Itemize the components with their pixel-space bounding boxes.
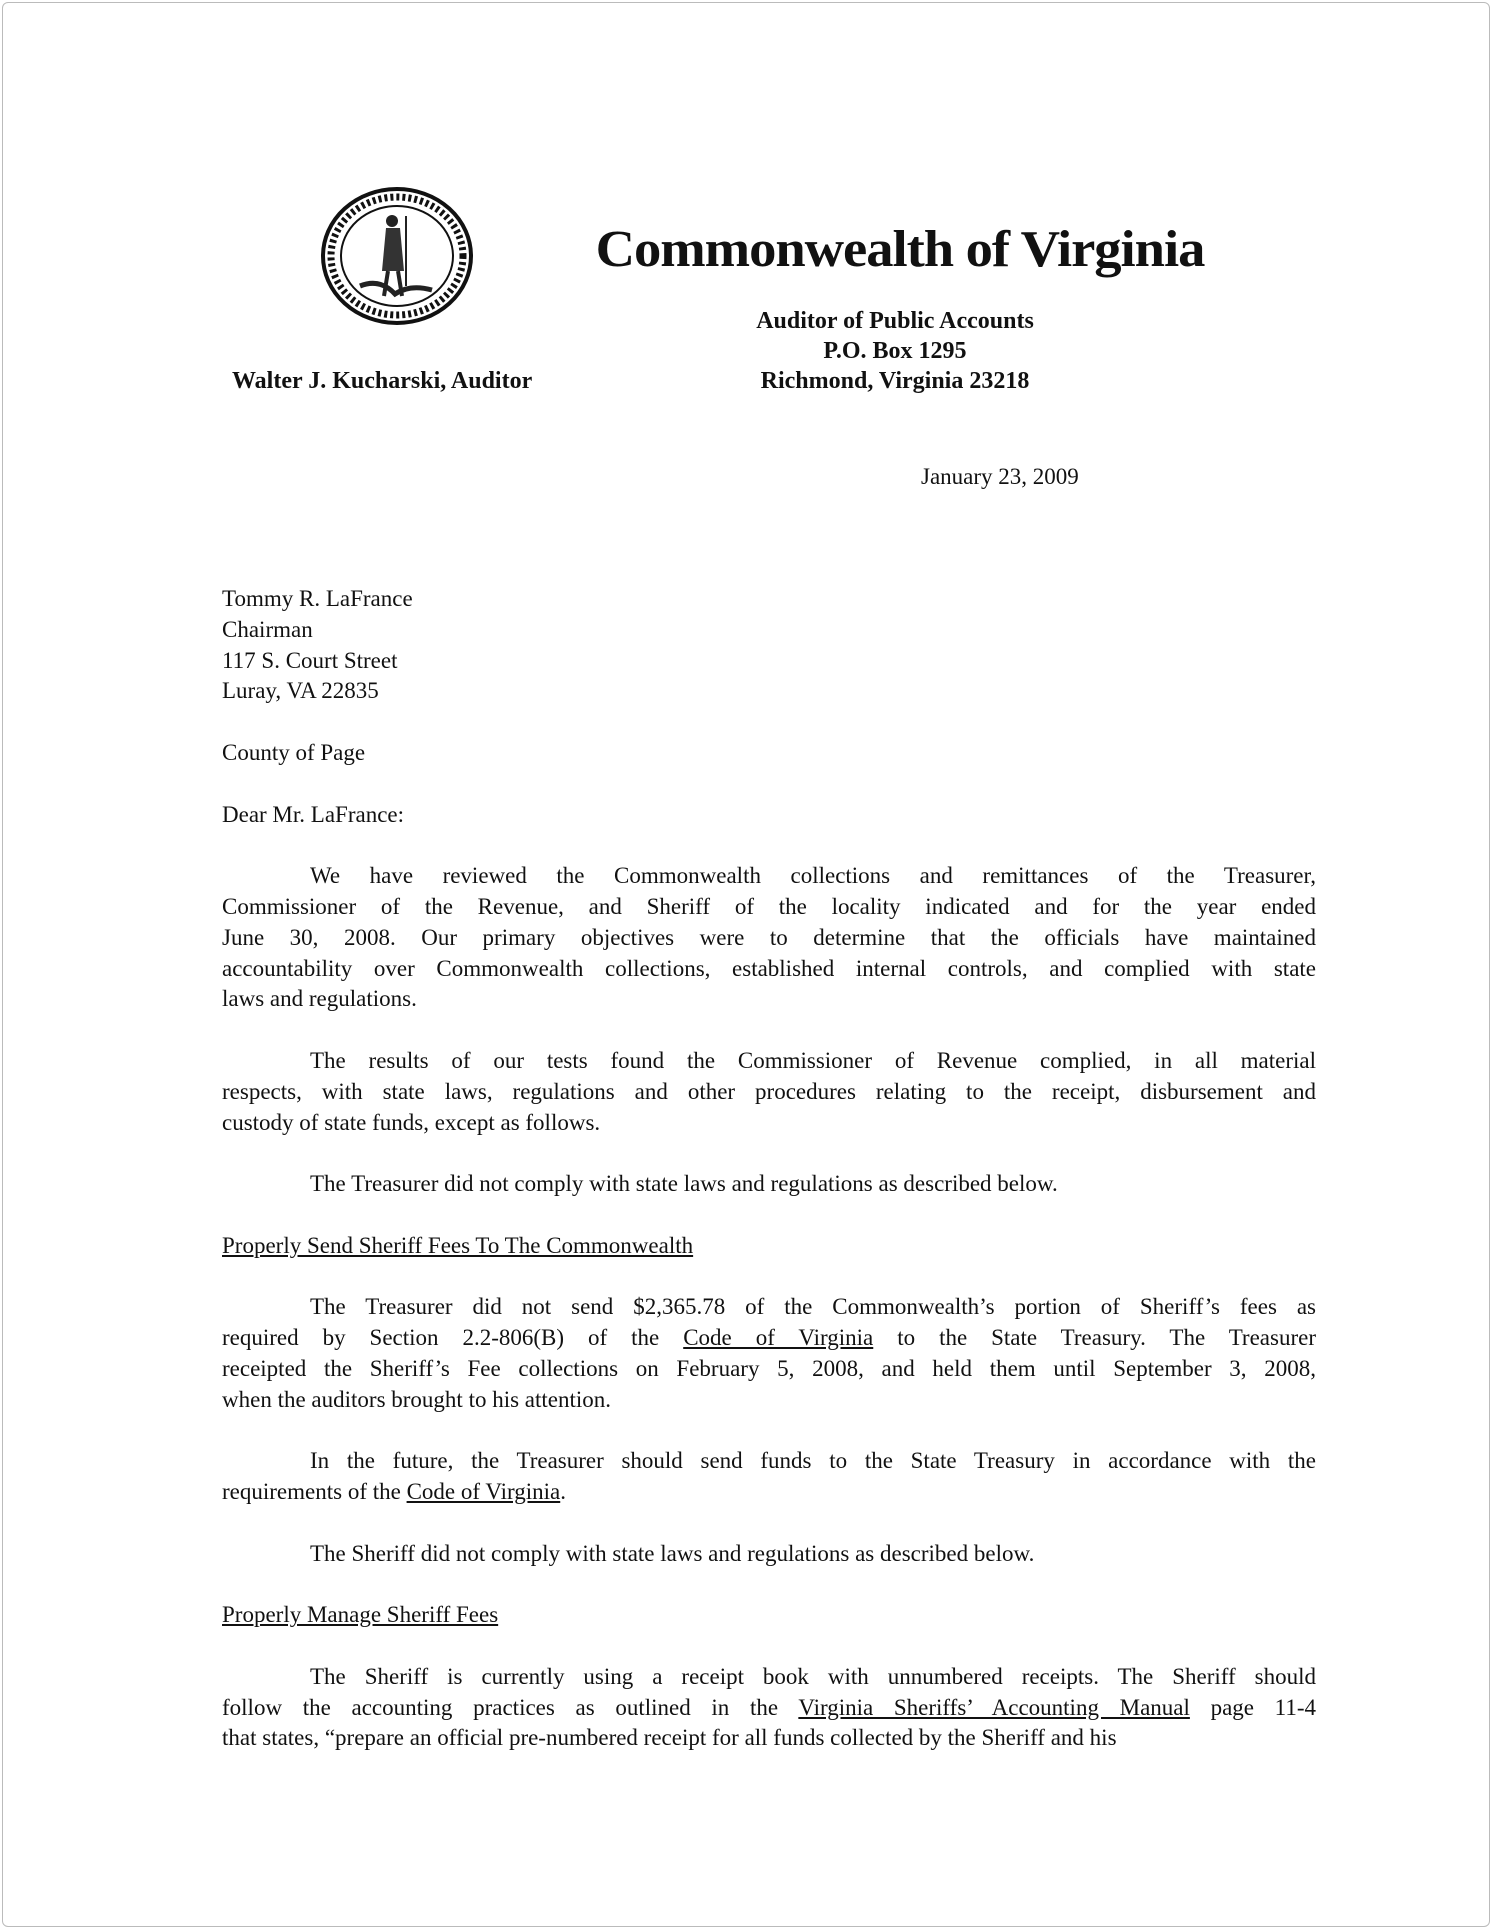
paragraph	[222, 1292, 1316, 1415]
text-segment: requirements of the	[222, 1479, 407, 1505]
text-segment: County of Page	[222, 739, 366, 765]
office-name: Auditor of Public Accounts	[756, 308, 1034, 334]
text-line	[222, 892, 1316, 923]
text-segment: The Treasurer did not send $2,365.78 of the Commonwealth’s portion of Sheriff’s fees as	[310, 1294, 1316, 1320]
paragraph-gap	[222, 1262, 1316, 1293]
text-line	[222, 800, 1316, 831]
paragraph	[222, 1662, 1316, 1754]
text-segment: In the future, the Treasurer should send funds to the State Treasury in accordance with the	[310, 1448, 1316, 1474]
text-line	[222, 615, 1316, 646]
virginia-seal-logo	[320, 186, 474, 326]
text-line	[222, 1077, 1316, 1108]
paragraph	[222, 861, 1316, 1015]
text-segment: to the State Treasury. The Treasurer	[873, 1325, 1316, 1351]
paragraph	[222, 1600, 1316, 1631]
text-segment: custody of state funds, except as follows.	[222, 1109, 601, 1135]
paragraph	[222, 800, 1316, 831]
text-line	[222, 1292, 1316, 1323]
text-segment: Commissioner of the Revenue, and Sheriff of the locality indicated and for the year ended	[222, 893, 1316, 919]
underlined-reference: Properly Manage Sheriff Fees	[222, 1602, 499, 1628]
paragraph-gap	[222, 1138, 1316, 1169]
text-segment: laws and regulations.	[222, 986, 417, 1012]
paragraph-gap	[222, 1631, 1316, 1662]
text-segment: The Treasurer did not comply with state laws and regulations as described below.	[310, 1171, 1058, 1197]
text-line	[222, 861, 1316, 892]
text-segment: accountability over Commonwealth collections, established internal controls, and complied with state	[222, 955, 1316, 981]
text-line	[222, 1169, 1316, 1200]
text-line	[222, 1046, 1316, 1077]
text-segment: Luray, VA 22835	[222, 678, 379, 704]
text-segment: Dear Mr. LaFrance:	[222, 801, 405, 827]
underlined-reference: Code of Virginia	[406, 1479, 561, 1505]
office-city: Richmond, Virginia 23218	[760, 368, 1030, 394]
text-segment: 117 S. Court Street	[222, 647, 398, 673]
text-line	[222, 1231, 1316, 1262]
text-segment: Chairman	[222, 616, 313, 642]
paragraph-gap	[222, 1200, 1316, 1231]
text-segment: The Sheriff did not comply with state laws and regulations as described below.	[310, 1540, 1035, 1566]
text-segment: June 30, 2008. Our primary objectives were to determine that the officials have maintained	[222, 924, 1316, 950]
text-line	[222, 1354, 1316, 1385]
paragraph	[222, 1169, 1316, 1200]
text-segment: The Sheriff is currently using a receipt book with unnumbered receipts. The Sheriff should	[310, 1663, 1316, 1689]
text-line	[222, 1385, 1316, 1416]
paragraph-gap	[222, 1508, 1316, 1539]
paragraph	[222, 1446, 1316, 1508]
paragraph-gap	[222, 1416, 1316, 1447]
text-line	[222, 1600, 1316, 1631]
text-line	[222, 676, 1316, 707]
text-segment: The results of our tests found the Commissioner of Revenue complied, in all material	[310, 1047, 1316, 1073]
text-segment: page 11-4	[1189, 1694, 1316, 1720]
po-box: P.O. Box 1295	[823, 338, 967, 364]
text-segment: required by Section 2.2-806(B) of the	[222, 1325, 684, 1351]
text-line	[222, 1477, 1316, 1508]
underlined-reference: Virginia Sheriffs’ Accounting Manual	[798, 1694, 1190, 1720]
text-line	[222, 584, 1316, 615]
paragraph-gap	[222, 830, 1316, 861]
paragraph	[222, 584, 1316, 707]
paragraph-gap	[222, 707, 1316, 738]
text-line	[222, 646, 1316, 677]
paragraph	[222, 1046, 1316, 1138]
text-line	[222, 1693, 1316, 1724]
text-segment: follow the accounting practices as outlined in the	[222, 1694, 799, 1720]
text-segment: receipted the Sheriff’s Fee collections on February 5, 2008, and held them until September 3, 2008,	[222, 1355, 1316, 1381]
paragraph-gap	[222, 1570, 1316, 1601]
underlined-reference: Code of Virginia	[683, 1325, 874, 1351]
auditor-name: Walter J. Kucharski, Auditor	[232, 368, 533, 394]
underlined-reference: Properly Send Sheriff Fees To The Commonwealth	[222, 1232, 694, 1258]
letterhead-title: Commonwealth of Virginia	[595, 221, 1205, 278]
text-line	[222, 1446, 1316, 1477]
text-line	[222, 1108, 1316, 1139]
text-segment: when the auditors brought to his attention.	[222, 1386, 612, 1412]
text-line	[222, 1662, 1316, 1693]
letter-date: January 23, 2009	[921, 464, 1079, 489]
text-segment: .	[560, 1479, 566, 1505]
paragraph	[222, 1539, 1316, 1570]
letter-body	[222, 584, 1316, 1754]
text-line	[222, 923, 1316, 954]
text-segment: We have reviewed the Commonwealth collections and remittances of the Treasurer,	[310, 863, 1316, 889]
text-line	[222, 984, 1316, 1015]
paragraph	[222, 1231, 1316, 1262]
text-segment: Tommy R. LaFrance	[222, 586, 413, 611]
text-line	[222, 954, 1316, 985]
text-line	[222, 1323, 1316, 1354]
text-line	[222, 1723, 1316, 1754]
text-line	[222, 1539, 1316, 1570]
text-segment: that states, “prepare an official pre-numbered receipt for all funds collected by the Sheriff and his	[222, 1725, 1117, 1751]
paragraph	[222, 738, 1316, 769]
paragraph-gap	[222, 769, 1316, 800]
text-line	[222, 738, 1316, 769]
paragraph-gap	[222, 1015, 1316, 1046]
text-segment: respects, with state laws, regulations and other procedures relating to the receipt, disbursement and	[222, 1078, 1316, 1104]
